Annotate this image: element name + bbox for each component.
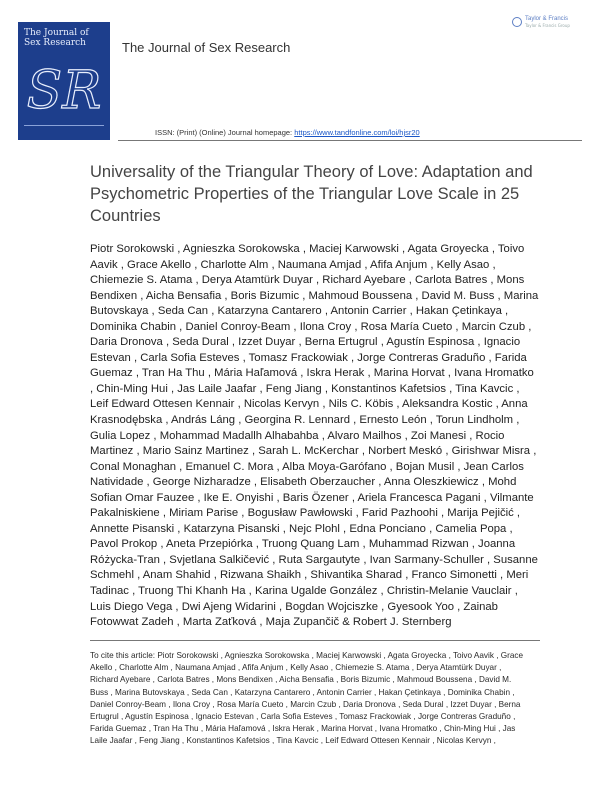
cover-title-line2: Sex Research — [24, 38, 86, 48]
publisher-logo-icon — [512, 17, 522, 27]
citation-text: To cite this article: Piotr Sorokowski , Agnieszka Sorokowska , Maciej Karwowski , Agata Groyecka , Toivo Aavik , Grace Akello , Charlotte Alm , Naumana Amjad , Afifa Anjum , Kelly Asao , Chiemezie S. Atama , Derya Atamtürk Duyar , Richard Ayebare , Carlota Batres , Mons Bendixen , Aicha Bensafia , Boris Bizumic , Mahmoud Boussena , David M. Buss , Marina Butovskaya , Seda Can , Katarzyna Cantarero , Antonin Carrier , Hakan Çetinkaya , Dominika Chabin , Daniel Conroy-Beam , Ilona Croy , Rosa María Cueto , Marcin Czub , Daria Dronova , Seda Dural , Izzet Duyar , Berna Ertugrul , Agustín Espinosa , Ignacio Estevan , Carla Sofia Esteves , Tomasz Frackowiak , Jorge Contreras Graduño , Farida Guemaz , Tran Ha Thu , Mária Haľamová , Iskra Herak , Marina Horvat , Ivana Hromatko , Chin-Ming Hui , Jas Laile Jaafar , Feng Jiang , Konstantinos Kafetsios , Tina Kavcic , Leif Edward Ottesen Kennair , Nicolas Kervyn , — [90, 651, 524, 746]
citation-rule — [90, 640, 540, 641]
journal-cover — [18, 22, 110, 140]
publisher-logo — [512, 16, 570, 28]
publisher-logo-text: Taylor & Francis — [525, 16, 569, 22]
publisher-logo-subtext: Taylor & Francis Group — [525, 23, 570, 28]
article-title: Universality of the Triangular Theory of Love: Adaptation and Psychometric Properties of the Triangular Love Scale in 25 Countries — [90, 163, 533, 225]
journal-name: The Journal of Sex Research — [122, 40, 291, 55]
author-list: Piotr Sorokowski , Agnieszka Sorokowska , Maciej Karwowski , Agata Groyecka , Toivo Aavik , Grace Akello , Charlotte Alm , Naumana Amjad , Afifa Anjum , Kelly Asao , Chiemezie S. Atama , Derya Atamtürk Duyar , Richard Ayebare , Carlota Batres , Mons Bendixen , Aicha Bensafia , Boris Bizumic , Mahmoud Boussena , David M. Buss , Marina Butovskaya , Seda Can , Katarzyna Cantarero , Antonin Carrier , Hakan Çetinkaya , Dominika Chabin , Daniel Conroy-Beam , Ilona Croy , Rosa María Cueto , Marcin Czub , Daria Dronova , Seda Dural , Izzet Duyar , Berna Ertugrul , Agustín Espinosa , Ignacio Estevan , Carla Sofia Esteves , Tomasz Frackowiak , Jorge Contreras Graduño , Farida Guemaz , Tran Ha Thu , Mária Haľamová , Iskra Herak , Marina Horvat , Ivana Hromatko , Chin-Ming Hui , Jas Laile Jaafar , Feng Jiang , Konstantinos Kafetsios , Tina Kavcic , Leif Edward Ottesen Kennair , Nicolas Kervyn , Nils C. Köbis , Aleksandra Kostic , Anna Krasnodębska , András Láng , Georgina R. Lennard , Ernesto León , Torun Lindholm , Gulia Lopez , Mohammad Madallh Alhabahba , Alvaro Mailhos , Zoi Manesi , Rocio Martinez , Mario Sainz Martinez , Sarah L. McKerchar , Norbert Meskó , Girishwar Misra , Conal Monaghan , Emanuel C. Mora , Alba Moya-Garófano , Bojan Musil , Jean Carlos Natividade , George Nizharadze , Elisabeth Oberzaucher , Anna Oleszkiewicz , Mohd Sofian Omar Fauzee , Ike E. Onyishi , Baris Özener , Ariela Francesca Pagani , Vilmante Pakalniskiene , Miriam Parise , Bogusław Pawłowski , Farid Pazhoohi , Marija Pejičić , Annette Pisanski , Katarzyna Pisanski , Nejc Plohl , Edna Ponciano , Camelia Popa , Pavol Prokop , Aneta Przepiórka , Truong Quang Lam , Muhammad Rizwan , Joanna Różycka-Tran , Svjetlana Salkičević , Ruta Sargautyte , Ivan Sarmany-Schuller , Susanne Schmehl , Anam Shahid , Rizwana Shaikh , Shivantika Sharad , Franco Simonetti , Meri Tadinac , Truong Thi Khanh Ha , Karina Ugalde González , Christin-Melanie Vauclair , Luis Diego Vega , Dwi Ajeng Widarini , Bogdan Wojciszke , Gyesook Yoo , Zainab Fotowwat Zadeh , Marta Zaťková , Maja Zupančič & Robert J. Sternberg — [90, 243, 539, 629]
cover-logo-letters: SR — [26, 61, 102, 121]
cover-title-line1: The Journal of — [24, 28, 89, 38]
journal-homepage-link[interactable]: https://www.tandfonline.com/loi/hjsr20 — [294, 128, 420, 137]
issn-label: ISSN: (Print) (Online) Journal homepage: — [155, 128, 295, 137]
issn-line — [155, 128, 420, 137]
cover-logo-icon — [26, 56, 102, 122]
cover-title — [24, 28, 108, 48]
cover-divider — [24, 125, 104, 126]
header-rule — [118, 140, 582, 141]
